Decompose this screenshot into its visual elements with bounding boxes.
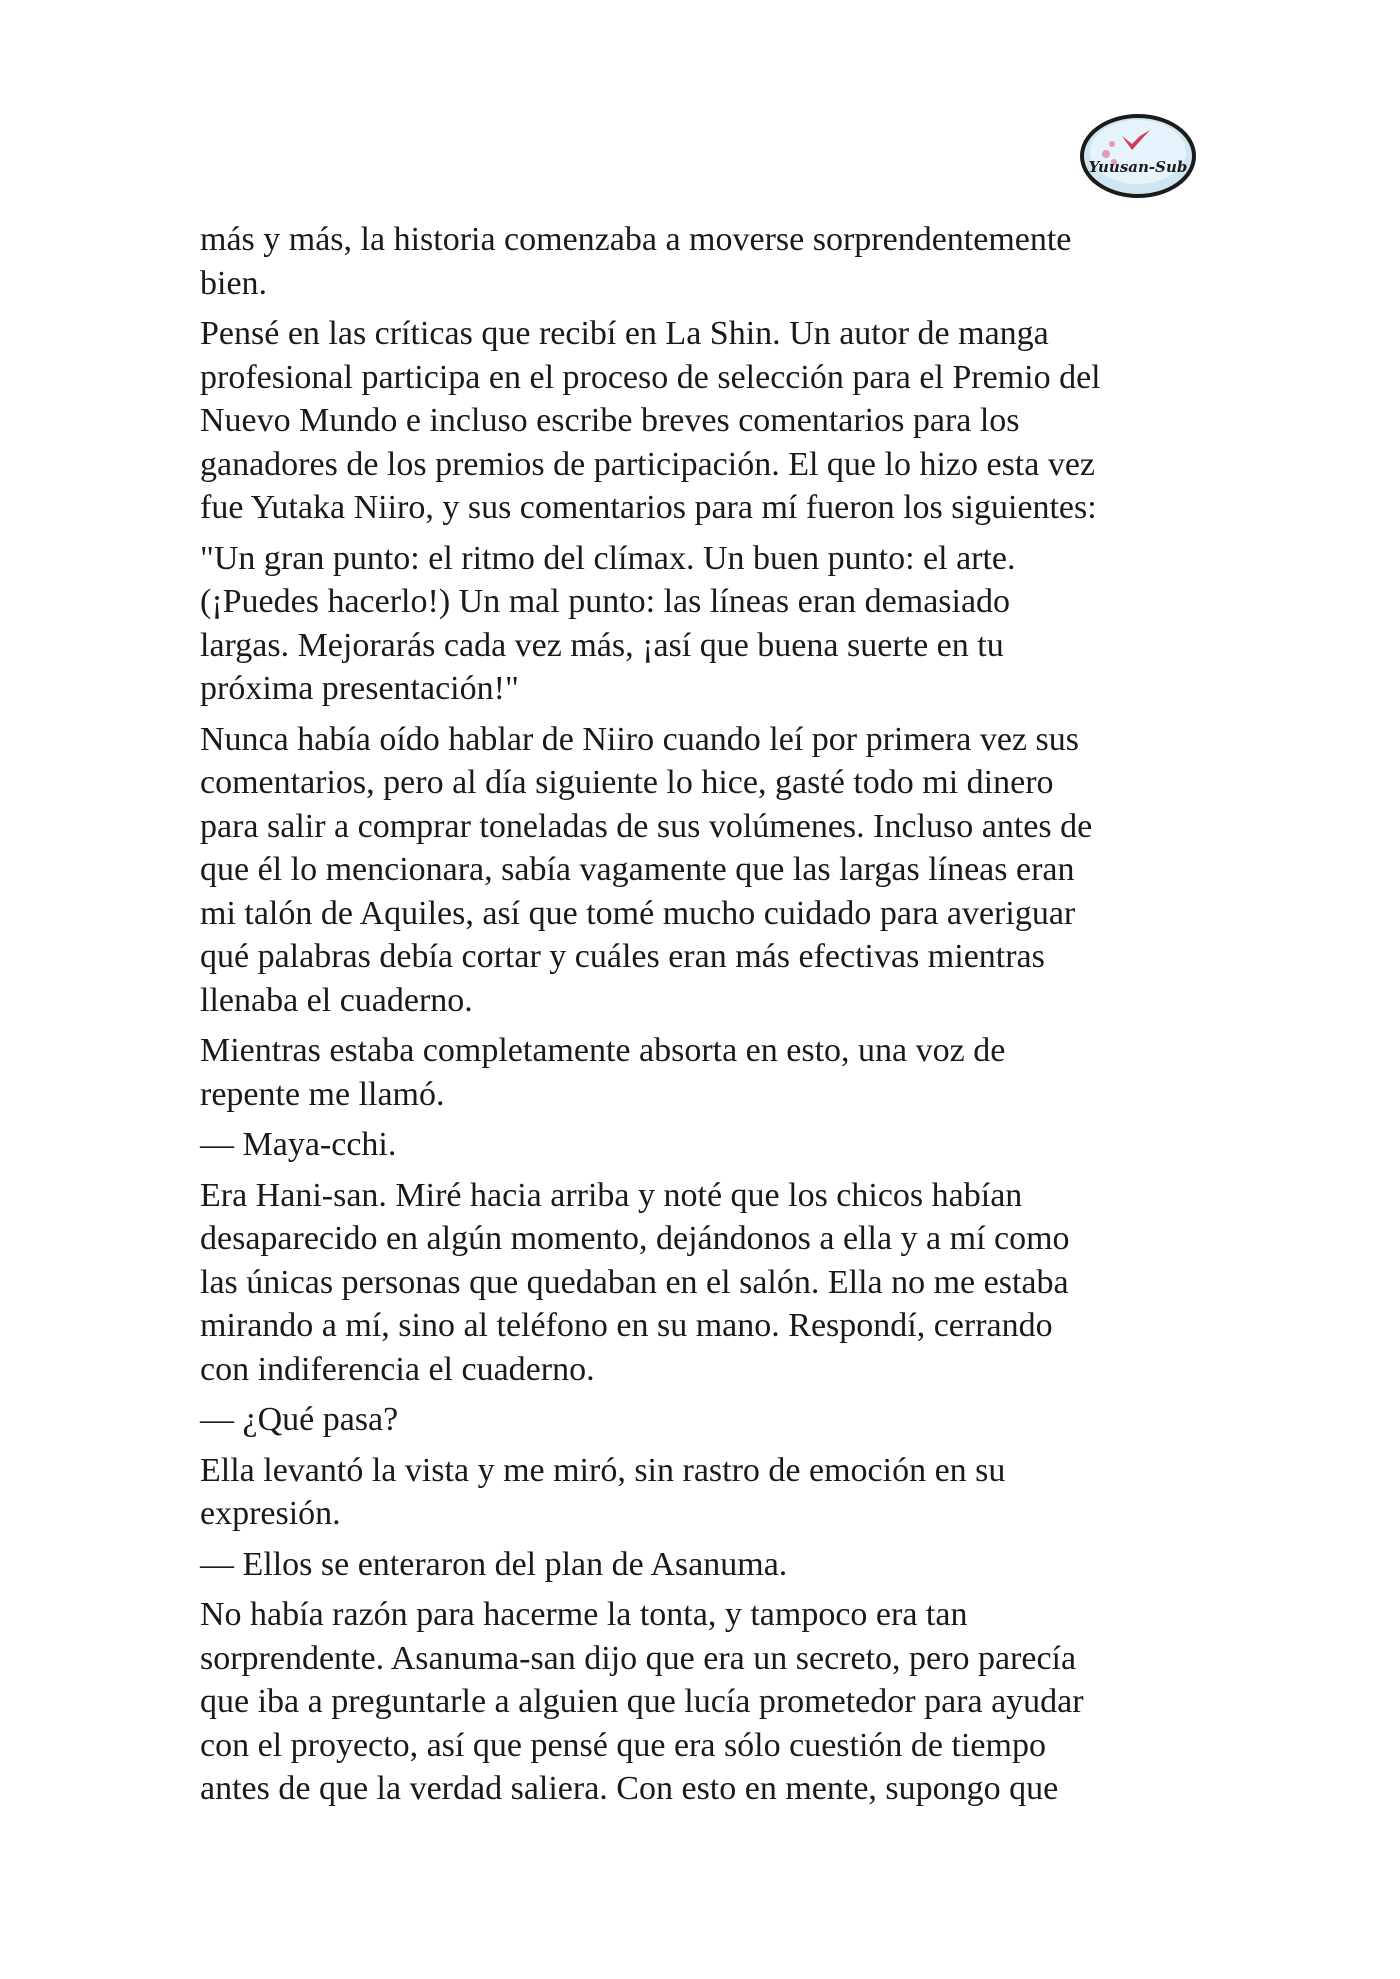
text-line: Era Hani-san. Miré hacia arriba y noté que los chicos habían — [200, 1176, 1023, 1214]
text-line: que él lo mencionara, sabía vagamente que las largas líneas eran — [200, 851, 1075, 888]
text-line: llenaba el cuaderno. — [200, 981, 473, 1019]
text-line: ganadores de los premios de participación. El que lo hizo esta vez — [200, 445, 1096, 483]
text-line: con el proyecto, así que pensé que era sólo cuestión de tiempo — [200, 1726, 1046, 1764]
text-line: Pensé en las críticas que recibí en La Shin. Un autor de manga — [200, 315, 1049, 352]
text-line: las únicas personas que quedaban en el salón. Ella no me estaba — [200, 1263, 1069, 1301]
text-line: — ¿Qué pasa? — [200, 1401, 399, 1438]
paragraph — [200, 1593, 1220, 1811]
paragraph — [200, 312, 1220, 530]
text-line: — Ellos se enteraron del plan de Asanuma. — [200, 1545, 788, 1583]
text-line: largas. Mejorarás cada vez más, ¡así que buena suerte en tu — [200, 626, 1004, 664]
text-line: antes de que la verdad saliera. Con esto en mente, supongo que — [200, 1770, 1059, 1807]
paragraph — [200, 1123, 1220, 1167]
text-line: próxima presentación!" — [200, 670, 519, 707]
paragraph — [200, 218, 1220, 305]
text-line: profesional participa en el proceso de selección para el Premio del — [200, 358, 1101, 396]
logo-text: Yuusan-Sub — [1088, 158, 1188, 176]
paragraph — [200, 1543, 1220, 1587]
text-line: — Maya-cchi. — [200, 1126, 397, 1163]
text-line: más y más, la historia comenzaba a moverse sorprendentemente — [200, 221, 1072, 258]
yuusan-sub-logo — [1078, 106, 1198, 200]
text-line: que iba a preguntarle a alguien que lucía prometedor para ayudar — [200, 1683, 1084, 1720]
text-line: con indiferencia el cuaderno. — [200, 1350, 595, 1388]
text-line: No había razón para hacerme la tonta, y tampoco era tan — [200, 1596, 968, 1633]
paragraph — [200, 1449, 1220, 1536]
text-line: Mientras estaba completamente absorta en esto, una voz de — [200, 1032, 1006, 1069]
text-line: qué palabras debía cortar y cuáles eran más efectivas mientras — [200, 938, 1045, 975]
text-line: bien. — [200, 264, 268, 302]
paragraph — [200, 1029, 1220, 1116]
text-line: (¡Puedes hacerlo!) Un mal punto: las líneas eran demasiado — [200, 583, 1011, 620]
text-line: "Un gran punto: el ritmo del clímax. Un buen punto: el arte. — [200, 539, 1016, 577]
text-line: comentarios, pero al día siguiente lo hice, gasté todo mi dinero — [200, 764, 1054, 801]
text-line: Ella levantó la vista y me miró, sin rastro de emoción en su — [200, 1451, 1006, 1489]
paragraph — [200, 1174, 1220, 1392]
text-line: fue Yutaka Niiro, y sus comentarios para mí fueron los siguientes: — [200, 489, 1097, 526]
paragraph — [200, 718, 1220, 1023]
text-line: desaparecido en algún momento, dejándonos a ella y a mí como — [200, 1220, 1070, 1257]
paragraph — [200, 537, 1220, 711]
text-line: expresión. — [200, 1495, 341, 1532]
text-line: sorprendente. Asanuma-san dijo que era un secreto, pero parecía — [200, 1639, 1077, 1677]
text-line: Nuevo Mundo e incluso escribe breves comentarios para los — [200, 402, 1020, 439]
text-line: mirando a mí, sino al teléfono en su mano. Respondí, cerrando — [200, 1307, 1053, 1344]
text-line: para salir a comprar toneladas de sus volúmenes. Incluso antes de — [200, 807, 1093, 845]
paragraph — [200, 1398, 1220, 1442]
text-line: mi talón de Aquiles, así que tomé mucho cuidado para averiguar — [200, 894, 1076, 932]
body-text — [200, 218, 1220, 1818]
text-line: repente me llamó. — [200, 1075, 445, 1113]
text-line: Nunca había oído hablar de Niiro cuando leí por primera vez sus — [200, 720, 1079, 758]
